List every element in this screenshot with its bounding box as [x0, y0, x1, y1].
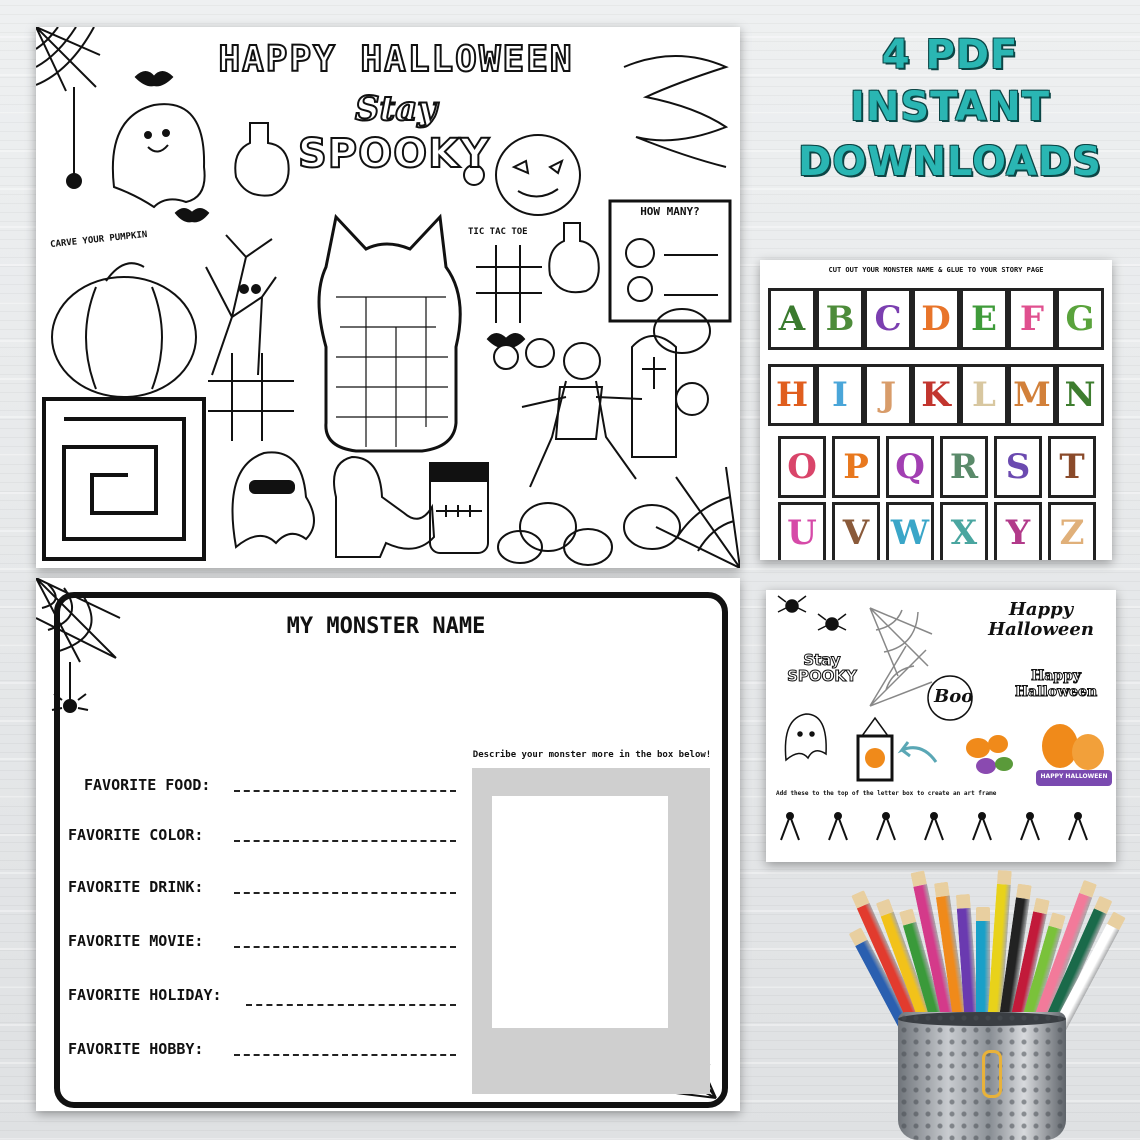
- instruction-text: Add these to the top of the letter box to create an art frame: [776, 790, 997, 797]
- happy-halloween-text: Happy Halloween: [988, 599, 1094, 640]
- pencil-cup: [840, 900, 1120, 1140]
- favorite-label-1: FAVORITE COLOR:: [68, 826, 204, 844]
- tictactoe-grid-right: [476, 245, 542, 323]
- letter-card-z: Z: [1048, 502, 1096, 560]
- cat-maze: [319, 217, 460, 451]
- pumpkins-cluster-icon: [966, 735, 1013, 774]
- favorite-label-4: FAVORITE HOLIDAY:: [68, 986, 222, 1004]
- favorite-label-5: FAVORITE HOBBY:: [68, 1040, 204, 1058]
- favorite-input-3[interactable]: [234, 946, 456, 948]
- describe-box[interactable]: [472, 768, 710, 1094]
- letter-card-q: Q: [886, 436, 934, 498]
- boo-text: Boo: [934, 686, 974, 707]
- ghost-icon: [113, 104, 205, 207]
- frame-icon: [858, 718, 892, 780]
- spider-icon-s1: [778, 596, 806, 612]
- spider-icon-monster: [64, 700, 76, 712]
- letter-card-s: S: [994, 436, 1042, 498]
- dino-monster-icon: [334, 457, 434, 557]
- mummy-icon: [522, 343, 642, 487]
- bat-icon: [136, 72, 172, 85]
- letter-card-u: U: [778, 502, 826, 560]
- frame-hangers: [781, 813, 1087, 840]
- favorite-input-1[interactable]: [234, 840, 456, 842]
- hanger-pin-icon: [787, 813, 793, 819]
- spooky-text: SPOOKY: [297, 131, 491, 177]
- headline-line1: 4 PDF: [881, 32, 1019, 78]
- monster-name-sheet: [36, 578, 740, 1111]
- how-many-text: HOW MANY?: [640, 205, 700, 218]
- favorite-input-5[interactable]: [234, 1054, 456, 1056]
- letter-card-r: R: [940, 436, 988, 498]
- letter-card-l: L: [960, 364, 1008, 426]
- happy-halloween-text-2: Happy Halloween: [1014, 668, 1098, 700]
- candy-bucket-icon: [654, 309, 710, 353]
- letter-card-c: C: [864, 288, 912, 350]
- letter-card-o: O: [778, 436, 826, 498]
- paperclip-icon: [982, 1050, 1002, 1098]
- describe-text: Describe your monster more in the box below!: [472, 750, 712, 760]
- letter-card-i: I: [816, 364, 864, 426]
- headline: [770, 30, 1130, 190]
- alphabet-heading: CUT OUT YOUR MONSTER NAME & GLUE TO YOUR STORY PAGE: [828, 266, 1044, 274]
- potion-icon: [235, 123, 288, 196]
- headline-line2: INSTANT: [849, 84, 1051, 130]
- maze-squiggle: [624, 56, 726, 167]
- tree-icon: [206, 235, 276, 375]
- arrow-icon: [902, 742, 936, 762]
- cool-ghost-icon: [233, 452, 315, 547]
- stay-text: Stay: [354, 89, 438, 129]
- spider-web-icon-s2: [870, 646, 932, 706]
- letter-card-d: D: [912, 288, 960, 350]
- alphabet-sheet: [760, 260, 1112, 560]
- letter-card-y: Y: [994, 502, 1042, 560]
- spider-web-icon: [36, 27, 100, 91]
- carve-pumpkin: [52, 277, 196, 397]
- jack-o-lantern-icon: [496, 135, 580, 215]
- favorite-input-2[interactable]: [234, 892, 456, 894]
- letter-card-a: A: [768, 288, 816, 350]
- hanger-pin-icon: [931, 813, 937, 819]
- letter-card-g: G: [1056, 288, 1104, 350]
- letter-card-j: J: [864, 364, 912, 426]
- headline-line3: DOWNLOADS: [798, 139, 1102, 185]
- carve-text: CARVE YOUR PUMPKIN: [49, 229, 148, 251]
- favorite-input-4[interactable]: [246, 1004, 456, 1006]
- hanger-pin-icon: [835, 813, 841, 819]
- letter-card-b: B: [816, 288, 864, 350]
- gravestone-icon: [632, 336, 676, 457]
- letter-card-t: T: [1048, 436, 1096, 498]
- tictactoe-grid-left: [208, 353, 294, 441]
- pumpkin-icon: [520, 503, 576, 551]
- hanger-pin-icon: [1027, 813, 1033, 819]
- placemat-sheet: [36, 27, 740, 568]
- letter-card-n: N: [1056, 364, 1104, 426]
- banner-text: HAPPY HALLOWEEN: [1040, 773, 1108, 780]
- spider-web-icon-br: [656, 467, 740, 568]
- favorite-label-3: FAVORITE MOVIE:: [68, 932, 204, 950]
- spider-web-icon-tl: [36, 578, 120, 662]
- hanger-pin-icon: [883, 813, 889, 819]
- letter-card-w: W: [886, 502, 934, 560]
- favorite-input-0[interactable]: [234, 790, 456, 792]
- ghost-icon-s: [785, 714, 826, 760]
- letter-card-f: F: [1008, 288, 1056, 350]
- spider-web-icon-s1: [870, 608, 932, 676]
- letter-card-x: X: [940, 502, 988, 560]
- letter-card-h: H: [768, 364, 816, 426]
- stickers-sheet: [766, 590, 1116, 862]
- favorite-label-2: FAVORITE DRINK:: [68, 878, 204, 896]
- letter-card-m: M: [1008, 364, 1056, 426]
- hanger-pin-icon: [979, 813, 985, 819]
- letter-card-e: E: [960, 288, 1008, 350]
- spider-icon-s2: [818, 614, 846, 630]
- hanger-pin-icon: [1075, 813, 1081, 819]
- describe-box-inner: [492, 796, 668, 1028]
- letter-card-k: K: [912, 364, 960, 426]
- tictactoe-text: TIC TAC TOE: [468, 227, 528, 237]
- letter-card-v: V: [832, 502, 880, 560]
- letter-card-p: P: [832, 436, 880, 498]
- stay-spooky-text: Stay SPOOKY: [787, 651, 857, 685]
- monster-title: MY MONSTER NAME: [286, 614, 486, 639]
- alphabet-grid: [760, 260, 1112, 560]
- spider-icon: [67, 174, 81, 188]
- square-maze: [44, 399, 204, 559]
- favorite-label-0: FAVORITE FOOD:: [84, 776, 211, 794]
- placemat-title: HAPPY HALLOWEEN: [218, 39, 574, 80]
